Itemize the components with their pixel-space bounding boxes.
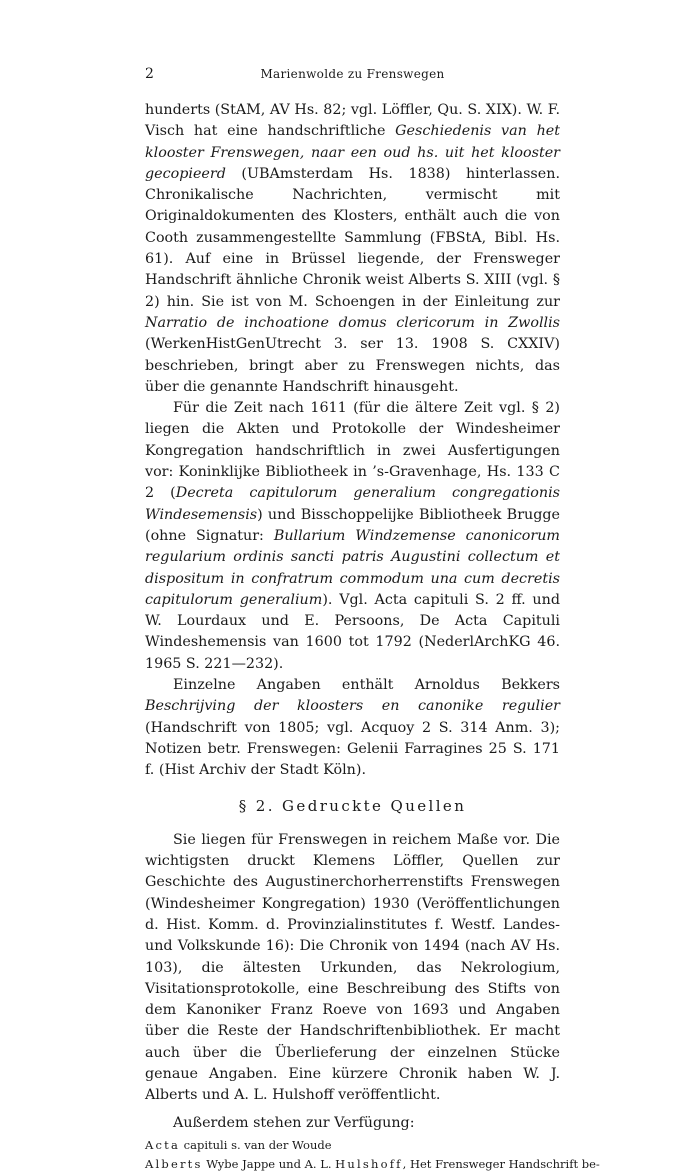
text-run: Außerdem stehen zur Verfügung: [173, 1114, 415, 1131]
spaced-name: Alberts [145, 1156, 203, 1171]
page-number: 2 [145, 66, 154, 82]
text-run: Sie liegen für Frenswegen in reichem Maße vor. Die wichtigsten druckt Klemens Löffler, Quellen zur Geschichte des Augustinerchorherrenstifts Frenswegen (Windesheimer Kongregation) 1930 (Veröffentlichungen d. Hist. Komm. d. Provinzialinstitutes f. Westf. Landes- und Volkskunde 16): Die Chronik von 1494 (nach AV Hs. 103), die ältesten Urkunden, das Nekrologium, Visitationsprotokolle, eine Beschreibung des Stifts von dem Kanoniker Franz Roeve von 1693 und Angaben über die Reste der Handschriftenbibliothek. Er macht auch über die Überlieferung der einzelnen Stücke genaue Angaben. Eine kürzere Chronik haben W. J. Alberts und A. L. Hulshoff veröffentlicht. [145, 831, 560, 1104]
text-run: capituli s. van der Woude [180, 1137, 332, 1152]
text-run: (Handschrift von 1805; vgl. Acquoy 2 S. 314 Anm. 3); Notizen betr. Frenswegen: Gelenii Farragines 25 S. 171 f. (Hist Archiv der Stadt Köln). [145, 719, 560, 779]
spaced-name: Acta [145, 1137, 181, 1152]
page-header [145, 66, 560, 86]
bibliography-list [145, 1136, 600, 1174]
text-run: (UBAmsterdam Hs. 1838) hinterlassen. Chronikalische Nachrichten, vermischt mit Originaldokumenten des Klosters, enthält auch die von Cooth zusammengestellte Sammlung (FBStA, Bibl. Hs. 61). Auf eine in Brüssel liegende, der Frensweger Handschrift ähnliche Chronik weist Alberts S. XIII (vgl. § 2) hin. Sie ist von M. Schoengen in der Einleitung zur [145, 165, 560, 310]
paragraph [145, 100, 560, 398]
page-body [145, 100, 600, 1174]
italic-title: Decreta capitulorum generalium congregationis Windesemensis [145, 485, 560, 523]
italic-title: Geschiedenis van het klooster Frenswegen, naar een oud hs. uit het klooster gecopieerd [145, 123, 560, 182]
bibliography-entry [145, 1136, 560, 1155]
text-run: (WerkenHistGenUtrecht 3. ser 13. 1908 S. CXXIV) beschrieben, bringt aber zu Frenswegen nichts, das über die genannte Handschrift hinausgeht. [145, 336, 560, 395]
text-run: Wybe Jappe und A. L. [202, 1156, 336, 1171]
text-run: Für die Zeit nach 1611 (für die ältere Zeit vgl. § 2) liegen die Akten und Protokolle der Windesheimer Kongregation handschriftlich in zwei Ausfertigungen vor: Koninklijke Bibliotheek in ’s-Gravenhage, Hs. 133 C 2 ( [145, 400, 560, 502]
paragraph [145, 675, 560, 781]
text-run: ) und Bisschoppelijke Bibliotheek Brugge (ohne Signatur: [145, 506, 560, 544]
paragraph [145, 398, 560, 675]
text-run: Einzelne Angaben enthält Arnoldus Bekkers [173, 677, 560, 694]
italic-title: Bullarium Windzemense canonicorum regularium ordinis sancti patris Augustini collectum et dispositum in confratrum commodum una cum decretis capitulorum generalium [145, 527, 560, 608]
paragraph [145, 830, 560, 1107]
text-run: hunderts (StAM, AV Hs. 82; vgl. Löffler, Qu. S. XIX). W. F. Visch hat eine handschriftliche [145, 102, 560, 140]
text-run: , Het Frensweger Handschrift be- [402, 1156, 600, 1171]
running-title: Marienwolde zu Frenswegen [260, 67, 445, 81]
paragraph [145, 1113, 560, 1134]
italic-title: Narratio de inchoatione domus clericorum in Zwollis [145, 314, 560, 331]
section-heading: § 2. Gedruckte Quellen [238, 796, 467, 815]
bibliography-entry [145, 1155, 600, 1174]
italic-title: Beschrijving der kloosters en canonike regulier [145, 698, 560, 715]
text-run: ). Vgl. Acta capituli S. 2 ff. und W. Lourdaux und E. Persoons, De Acta Capituli Windeshemensis van 1600 tot 1792 (NederlArchKG 46. 1965 S. 221—232). [145, 591, 560, 672]
spaced-name: Hulshoff [335, 1156, 403, 1171]
